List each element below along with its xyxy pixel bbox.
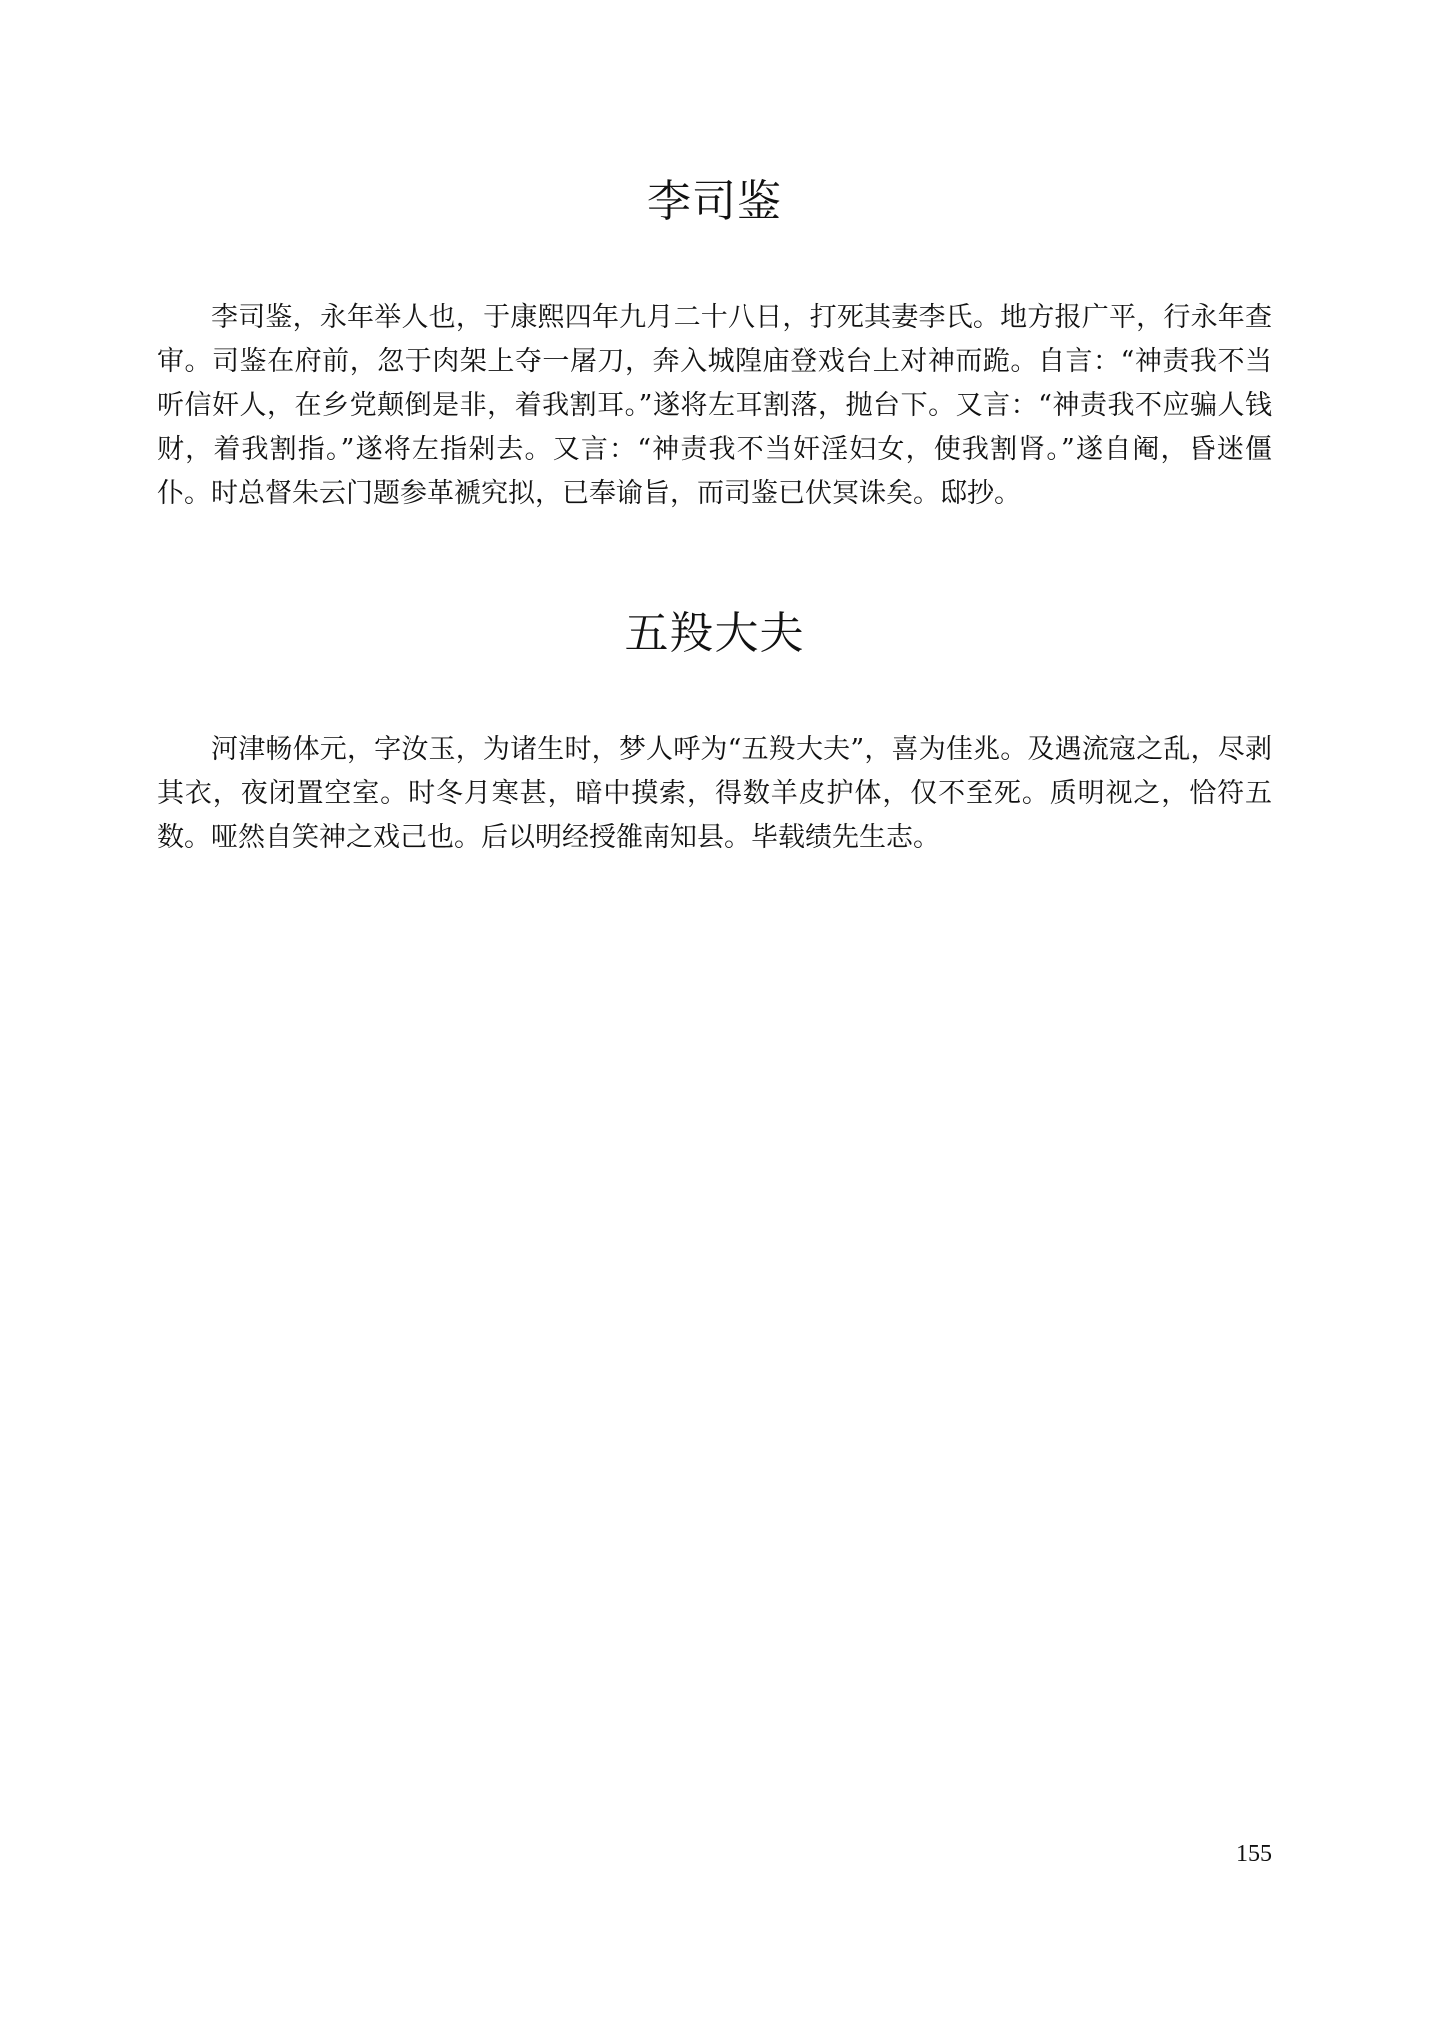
article-body: 河津畅体元，字汝玉，为诸生时，梦人呼为“五羖大夫”，喜为佳兆。及遇流寇之乱，尽剥其衣，夜闭置空室。时冬月寒甚，暗中摸索，得数羊皮护体，仅不至死。质明视之，恰符五数。哑然自笑神之戏己也。后以明经授雒南知县。毕载绩先生志。: [157, 734, 1272, 853]
article-title: 李司鉴: [647, 176, 782, 227]
article-li-sijian: [157, 172, 1272, 516]
article-wugu-dafu: [157, 604, 1272, 860]
page-number: 155: [1236, 1841, 1272, 1867]
article-body: 李司鉴，永年举人也，于康熙四年九月二十八日，打死其妻李氏。地方报广平，行永年查审。司鉴在府前，忽于肉架上夺一屠刀，奔入城隍庙登戏台上对神而跪。自言：“神责我不当听信奸人，在乡党颠倒是非，着我割耳。”遂将左耳割落，抛台下。又言：“神责我不应骗人钱财，着我割指。”遂将左指剁去。又言：“神责我不当奸淫妇女，使我割肾。”遂自阉，昏迷僵仆。时总督朱云门题参革褫究拟，已奉谕旨，而司鉴已伏冥诛矣。邸抄。: [157, 302, 1272, 509]
article-title: 五羖大夫: [624, 608, 805, 659]
